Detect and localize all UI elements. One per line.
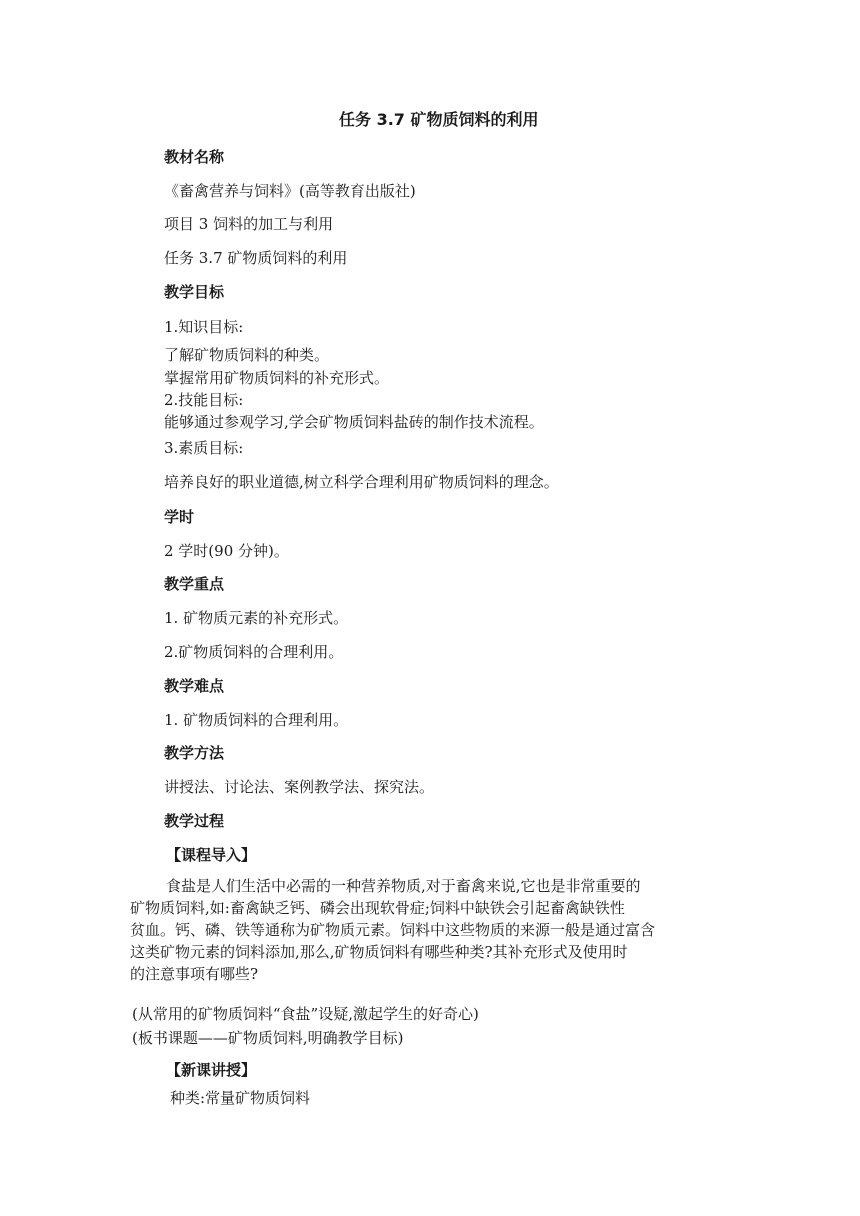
intro-heading: 【课程导入】 [166, 846, 257, 864]
knowledge-objective-line: 掌握常用矿物质饲料的补充形式。 [164, 369, 390, 387]
methods-text: 讲授法、讨论法、案例教学法、探究法。 [164, 778, 435, 796]
intro-paragraph-line: 矿物质饲料,如:畜禽缺乏钙、磷会出现软骨症;饲料中缺铁会引起畜禽缺铁性 [130, 899, 625, 917]
key-point-item: 2.矿物质饲料的合理利用。 [164, 643, 344, 661]
intro-paragraph-line: 这类矿物元素的饲料添加,那么,矿物质饲料有哪些种类?其补充形式及使用时 [130, 943, 628, 961]
quality-objective-line: 培养良好的职业道德,树立科学合理利用矿物质饲料的理念。 [164, 473, 559, 491]
section-heading-difficulties: 教学难点 [164, 677, 225, 695]
quality-objective-label: 3.素质目标: [164, 439, 244, 457]
section-heading-methods: 教学方法 [164, 744, 225, 762]
textbook-line: 项目 3 饲料的加工与利用 [164, 215, 334, 233]
new-lesson-line: 种类:常量矿物质饲料 [170, 1089, 311, 1107]
new-lesson-heading: 【新课讲授】 [166, 1061, 257, 1079]
intro-paragraph-line: 的注意事项有哪些? [130, 965, 259, 983]
knowledge-objective-line: 了解矿物质饲料的种类。 [164, 346, 330, 364]
section-heading-objectives: 教学目标 [164, 283, 225, 301]
skill-objective-line: 能够通过参观学习,学会矿物质饲料盐砖的制作技术流程。 [164, 413, 544, 431]
textbook-line: 《畜禽营养与饲料》(高等教育出版社) [164, 182, 416, 200]
intro-paragraph-line: 食盐是人们生活中必需的一种营养物质,对于畜禽来说,它也是非常重要的 [166, 877, 641, 895]
section-heading-textbook: 教材名称 [164, 148, 225, 166]
section-heading-process: 教学过程 [164, 812, 225, 830]
skill-objective-label: 2.技能目标: [164, 391, 244, 409]
section-heading-hours: 学时 [164, 508, 195, 526]
hours-text: 2 学时(90 分钟)。 [164, 542, 289, 560]
knowledge-objective-label: 1.知识目标: [164, 318, 244, 336]
document-title: 任务 3.7 矿物质饲料的利用 [339, 110, 539, 129]
teaching-note: (板书课题——矿物质饲料,明确教学目标) [132, 1029, 404, 1047]
difficulty-item: 1. 矿物质饲料的合理利用。 [164, 711, 349, 729]
textbook-line: 任务 3.7 矿物质饲料的利用 [164, 249, 348, 267]
section-heading-key-points: 教学重点 [164, 575, 225, 593]
intro-paragraph-line: 贫血。钙、磷、铁等通称为矿物质元素。饲料中这些物质的来源一般是通过富含 [130, 921, 656, 939]
teaching-note: (从常用的矿物质饲料“食盐”设疑,激起学生的好奇心) [132, 1005, 479, 1023]
key-point-item: 1. 矿物质元素的补充形式。 [164, 609, 349, 627]
